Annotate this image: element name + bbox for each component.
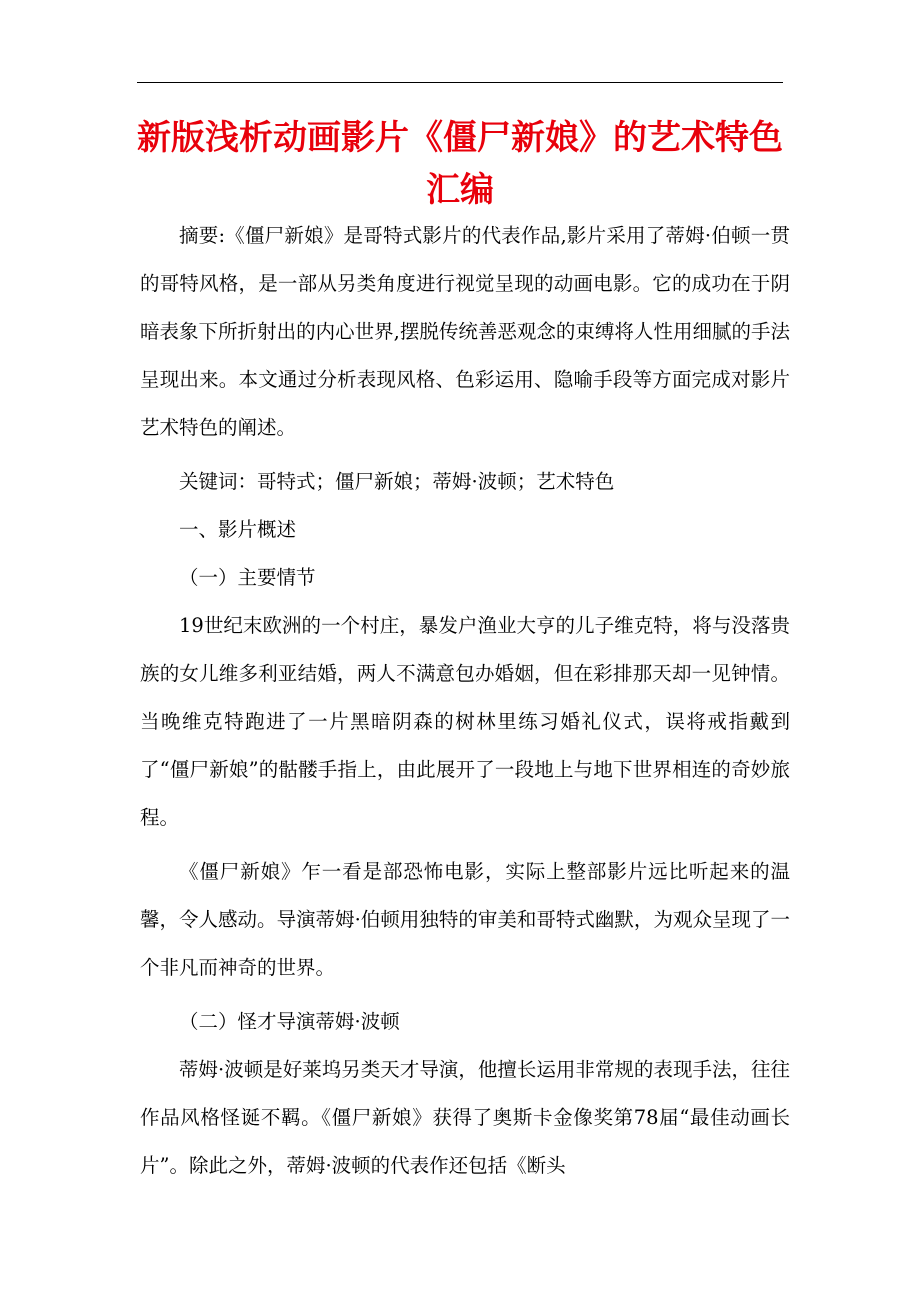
abstract-paragraph: 摘要:《僵尸新娘》是哥特式影片的代表作品,影片采用了蒂姆·伯顿一贯的哥特风格，是一部从另类角度进行视觉呈现的动画电影。它的成功在于阴暗表象下所折射出的内心世界,摆脱传统善恶观念的束缚将人性用细腻的手法呈现出来。本文通过分析表现风格、色彩运用、隐喻手段等方面完成对影片艺术特色的阐述。 — [140, 224, 790, 439]
subsection-heading-plot: （一）主要情节 — [179, 566, 316, 589]
document-body — [140, 212, 790, 1190]
section-heading-overview: 一、影片概述 — [179, 518, 297, 541]
plot-paragraph: 19世纪末欧洲的一个村庄，暴发户渔业大亨的儿子维克特，将与没落贵族的女儿维多利亚结婚，两人不满意包办婚姻，但在彩排那天却一见钟情。当晚维克特跑进了一片黑暗阴森的树林里练习婚礼仪式，误将戒指戴到了“僵尸新娘”的骷髅手指上，由此展开了一段地上与地下世界相连的奇妙旅程。 — [140, 614, 790, 829]
impression-paragraph: 《僵尸新娘》乍一看是部恐怖电影，实际上整部影片远比听起来的温馨，令人感动。导演蒂姆·伯顿用独特的审美和哥特式幽默，为观众呈现了一个非凡而神奇的世界。 — [140, 860, 790, 979]
header-rule — [137, 82, 783, 83]
director-paragraph: 蒂姆·波顿是好莱坞另类天才导演，他擅长运用非常规的表现手法，往往作品风格怪诞不羁。《僵尸新娘》获得了奥斯卡金像奖第78届“最佳动画长片”。除此之外，蒂姆·波顿的代表作还包括《断头 — [140, 1058, 790, 1177]
keywords-line: 关键词：哥特式；僵尸新娘；蒂姆·波顿；艺术特色 — [179, 470, 615, 493]
subsection-heading-director: （二）怪才导演蒂姆·波顿 — [179, 1010, 400, 1033]
document-title: 新版浅析动画影片《僵尸新娘》的艺术特色汇编 — [137, 118, 783, 210]
